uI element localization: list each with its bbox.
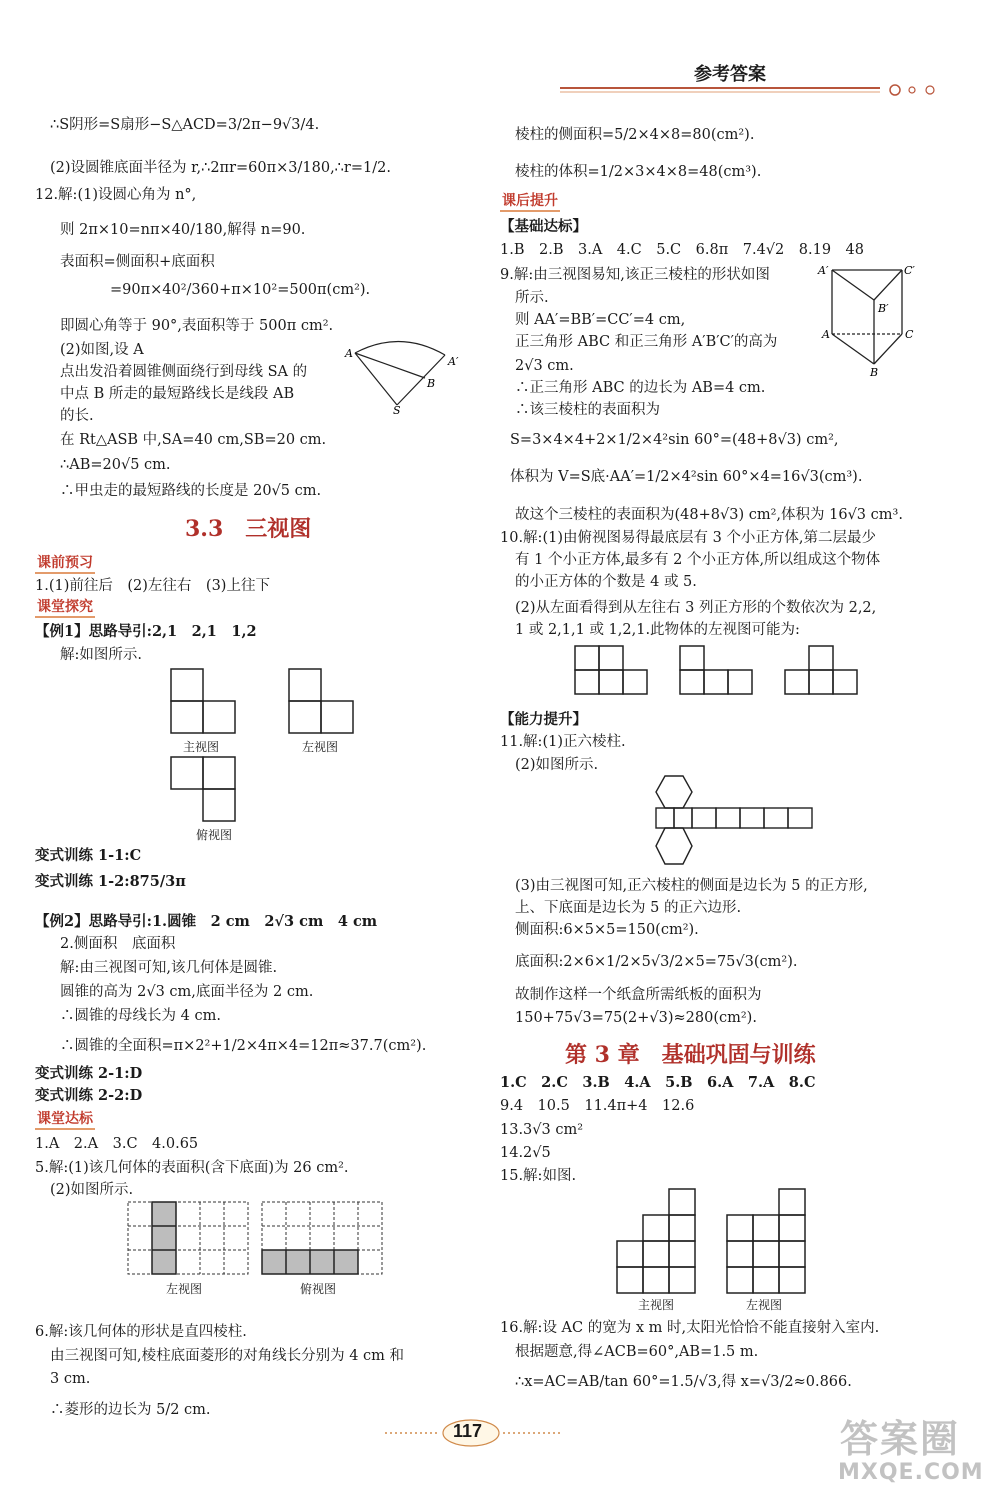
answer-line: (2)从左面看得到从左往右 3 列正方形的个数依次为 2,2, — [515, 600, 877, 616]
header-rule — [560, 82, 950, 102]
answer-line: 则 AA′=BB′=CC′=4 cm, — [515, 312, 686, 328]
svg-text:S: S — [393, 404, 401, 417]
svg-text:B: B — [870, 366, 879, 379]
figure-caption: 左视图 — [302, 740, 339, 754]
answer-line: 150+75√3=75(2+√3)≈280(cm²). — [515, 1010, 757, 1026]
figure-caption: 主视图 — [183, 740, 220, 754]
answer-line: ∴S阴形=S扇形−S△ACD=3/2π−9√3/4. — [50, 117, 320, 133]
answer-line: 圆锥的高为 2√3 cm,底面半径为 2 cm. — [60, 984, 314, 1000]
left-view-option-3 — [784, 645, 864, 697]
answer-line: 根据题意,得∠ACB=60°,AB=1.5 m. — [515, 1344, 759, 1360]
answer-line: (2)如图所示. — [515, 757, 599, 773]
answer-line: 1.B 2.B 3.A 4.C 5.C 6.8π 7.4√2 8.19 48 — [500, 242, 864, 258]
answer-line: 中点 B 所走的最短路线长是线段 AB — [60, 386, 295, 402]
answer-line: (2)如图,设 A — [60, 342, 144, 358]
variant-answer: 变式训练 2-1:D — [35, 1065, 143, 1082]
variant-answer: 变式训练 2-2:D — [35, 1087, 143, 1104]
section-tag: 课堂探究 — [35, 598, 95, 618]
top-view-grid — [262, 1202, 387, 1277]
answer-line: ∴该三棱柱的表面积为 — [515, 402, 660, 418]
page-number: 117 — [453, 1421, 483, 1441]
svg-text:B: B — [427, 377, 436, 390]
answer-line: 的长. — [60, 408, 94, 424]
answer-line: 9.解:由三视图易知,该正三棱柱的形状如图 — [500, 267, 770, 283]
answer-line: 棱柱的侧面积=5/2×4×8=80(cm²). — [515, 127, 755, 143]
answer-line: (2)设圆锥底面半径为 r,∴2πr=60π×3/180,∴r=1/2. — [50, 160, 391, 176]
section-tag: 课堂达标 — [35, 1110, 95, 1130]
answer-line: 5.解:(1)该几何体的表面积(含下底面)为 26 cm². — [35, 1160, 349, 1176]
svg-text:B′: B′ — [878, 302, 889, 315]
answer-line: 10.解:(1)由俯视图易得最底层有 3 个小正方体,第二层最少 — [500, 530, 877, 546]
answer-line: 体积为 V=S底·AA′=1/2×4²sin 60°×4=16√3(cm³). — [510, 469, 863, 485]
left-view-option-2 — [679, 645, 759, 697]
answer-line: 15.解:如图. — [500, 1168, 577, 1184]
answer-line: 13.3√3 cm² — [500, 1122, 584, 1138]
section-title: 3.3 三视图 — [185, 516, 312, 542]
front-view-figure — [170, 668, 240, 734]
answer-line: 3 cm. — [50, 1371, 91, 1387]
answer-line: 上、下底面是边长为 5 的正六边形. — [515, 900, 742, 916]
svg-text:A′: A′ — [818, 264, 829, 277]
svg-text:A: A — [822, 328, 830, 341]
triangular-prism-diagram — [818, 262, 928, 377]
subsection-heading: 【基础达标】 — [500, 218, 587, 235]
svg-text:C: C — [905, 328, 914, 341]
figure-caption: 主视图 — [638, 1298, 675, 1312]
answer-line: 故这个三棱柱的表面积为(48+8√3) cm²,体积为 16√3 cm³. — [515, 507, 903, 523]
example-heading: 【例1】思路导引:2,1 2,1 1,2 — [35, 623, 257, 640]
answer-line: 底面积:2×6×1/2×5√3/2×5=75√3(cm²). — [515, 954, 798, 970]
answer-line: (3)由三视图可知,正六棱柱的侧面是边长为 5 的正方形, — [515, 878, 868, 894]
answer-line: 故制作这样一个纸盒所需纸板的面积为 — [515, 987, 762, 1003]
figure-caption: 左视图 — [746, 1298, 783, 1312]
top-view-figure — [170, 756, 240, 822]
answer-line: 16.解:设 AC 的宽为 x m 时,太阳光恰恰不能直接射入室内. — [500, 1320, 880, 1336]
answer-line: 2√3 cm. — [515, 358, 574, 374]
answer-line: 正三角形 ABC 和正三角形 A′B′C′的高为 — [515, 334, 778, 350]
svg-text:A: A — [345, 347, 353, 360]
answer-line: ∴AB=20√5 cm. — [60, 457, 171, 473]
answer-line: =90π×40²/360+π×10²=500π(cm²). — [110, 282, 371, 298]
figure-caption: 俯视图 — [300, 1282, 337, 1296]
answer-line: 表面积=侧面积+底面积 — [60, 254, 215, 270]
chapter-title: 第 3 章 基础巩固与训练 — [565, 1042, 816, 1068]
answer-line: 有 1 个小正方体,最多有 2 个小正方体,所以组成这个物体 — [515, 552, 881, 568]
watermark-logo: 答案圈 — [840, 1417, 961, 1461]
left-view-option-1 — [574, 645, 654, 697]
answer-line: 解:如图所示. — [60, 647, 142, 663]
answer-line: 2.侧面积 底面积 — [60, 936, 176, 952]
answer-line: 12.解:(1)设圆心角为 n°, — [35, 187, 197, 203]
svg-text:A′: A′ — [448, 355, 459, 368]
answer-line: ∴圆锥的全面积=π×2²+1/2×4π×4=12π≈37.7(cm²). — [60, 1038, 427, 1054]
answer-line: 9.4 10.5 11.4π+4 12.6 — [500, 1098, 695, 1114]
answer-line: 解:由三视图可知,该几何体是圆锥. — [60, 960, 278, 976]
left-view-figure — [288, 668, 358, 734]
answer-line: 1.A 2.A 3.C 4.0.65 — [35, 1136, 199, 1152]
figure-caption: 左视图 — [166, 1282, 203, 1296]
answer-line: 所示. — [515, 290, 549, 306]
answer-line: 11.解:(1)正六棱柱. — [500, 734, 626, 750]
page-header — [560, 60, 950, 100]
variant-answer: 变式训练 1-2:875/3π — [35, 873, 186, 890]
answer-line: ∴甲虫走的最短路线的长度是 20√5 cm. — [60, 483, 322, 499]
figure-caption: 俯视图 — [196, 828, 233, 842]
answer-line: ∴菱形的边长为 5/2 cm. — [50, 1402, 211, 1418]
subsection-heading: 【能力提升】 — [500, 711, 587, 728]
section-tag: 课前预习 — [35, 554, 95, 574]
header-title: 参考答案 — [694, 64, 766, 85]
cone-net-diagram — [345, 335, 459, 417]
example-heading: 【例2】思路导引:1.圆锥 2 cm 2√3 cm 4 cm — [35, 913, 378, 930]
answer-line: ∴x=AC=AB/tan 60°=1.5/√3,得 x=√3/2≈0.866. — [515, 1374, 852, 1390]
answer-line: 14.2√5 — [500, 1145, 551, 1161]
answer-line: 即圆心角等于 90°,表面积等于 500π cm². — [60, 318, 334, 334]
svg-text:C′: C′ — [904, 264, 915, 277]
left-view-grid — [128, 1202, 253, 1277]
answer-line: 棱柱的体积=1/2×3×4×8=48(cm³). — [515, 164, 762, 180]
watermark-url: MXQE.COM — [838, 1460, 984, 1485]
answer-line: ∴圆锥的母线长为 4 cm. — [60, 1008, 221, 1024]
answer-line: 点出发沿着圆锥侧面绕行到母线 SA 的 — [60, 364, 308, 380]
answer-line: 1.C 2.C 3.B 4.A 5.B 6.A 7.A 8.C — [500, 1074, 816, 1091]
answer-line: 侧面积:6×5×5=150(cm²). — [515, 922, 699, 938]
hexagonal-prism-net — [645, 772, 855, 872]
answer-line: 的小正方体的个数是 4 或 5. — [515, 574, 697, 590]
answer-line: 1 或 2,1,1 或 1,2,1.此物体的左视图可能为: — [515, 622, 800, 638]
answer-line: 6.解:该几何体的形状是直四棱柱. — [35, 1324, 247, 1340]
answer-line: 在 Rt△ASB 中,SA=40 cm,SB=20 cm. — [60, 432, 327, 448]
answer-line: S=3×4×4+2×1/2×4²sin 60°=(48+8√3) cm², — [510, 432, 839, 448]
answer-line: 1.(1)前往后 (2)左往右 (3)上往下 — [35, 578, 270, 594]
answer-line: 由三视图可知,棱柱底面菱形的对角线长分别为 4 cm 和 — [50, 1348, 405, 1364]
variant-answer: 变式训练 1-1:C — [35, 847, 142, 864]
answer-line: 则 2π×10=nπ×40/180,解得 n=90. — [60, 222, 306, 238]
section-tag: 课后提升 — [500, 192, 560, 212]
answer-line: (2)如图所示. — [50, 1182, 134, 1198]
answer-line: ∴正三角形 ABC 的边长为 AB=4 cm. — [515, 380, 766, 396]
